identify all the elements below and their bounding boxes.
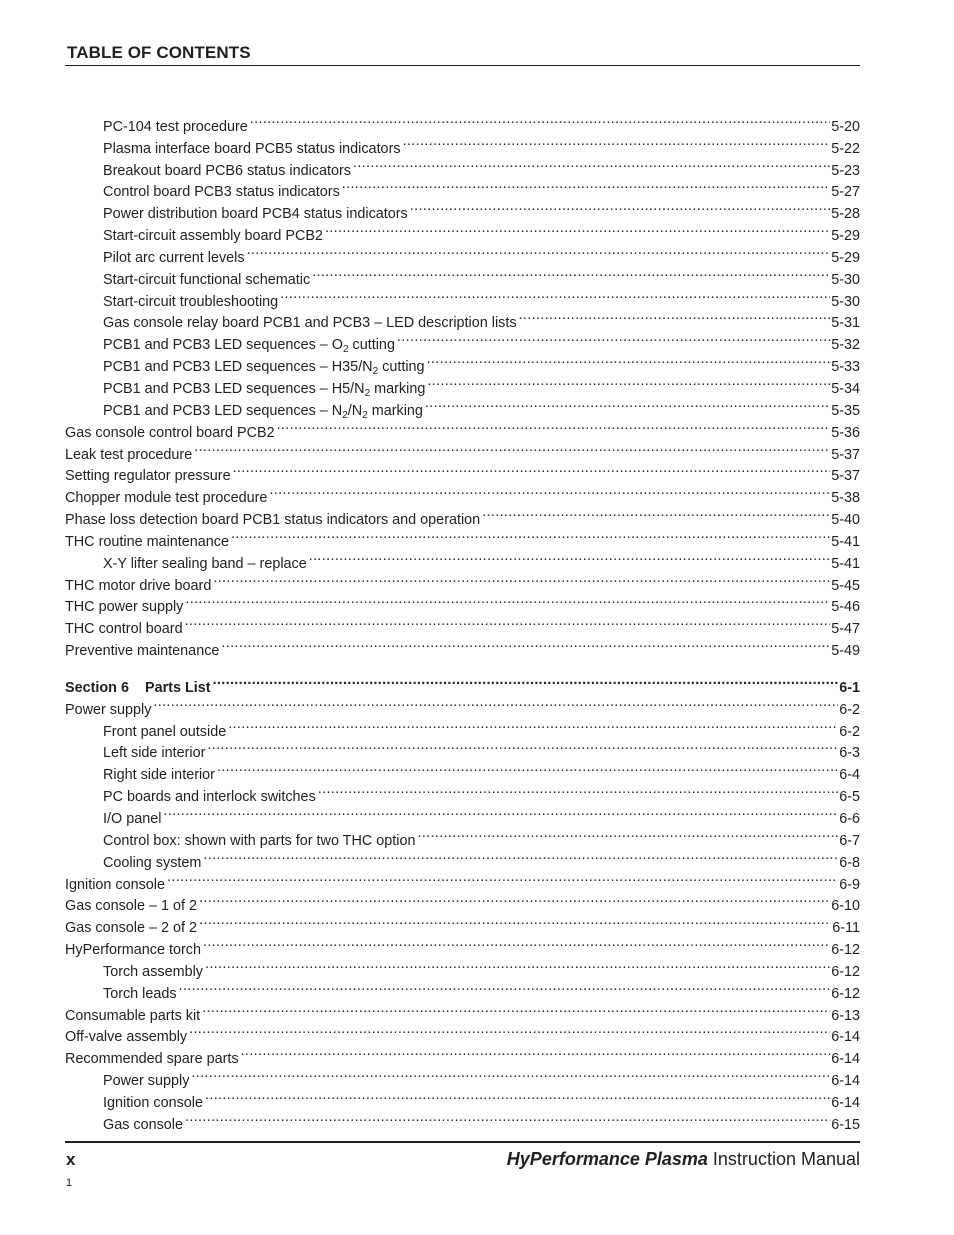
toc-entry-page: 5-38 xyxy=(831,490,860,507)
toc-dot-leader xyxy=(250,109,830,131)
toc-entry-label: Torch leads xyxy=(103,985,177,1002)
toc-dot-leader xyxy=(417,823,838,845)
toc-entry-page: 5-40 xyxy=(831,512,860,529)
toc-dot-leader xyxy=(482,502,830,524)
toc-entry-label: Ignition console xyxy=(65,876,166,893)
toc-entry-label: Gas console xyxy=(103,1116,183,1133)
toc-entry-label: PCB1 and PCB3 LED sequences – $H5/N_2$ marking xyxy=(103,380,426,399)
toc-entry-label: THC motor drive board xyxy=(65,577,212,594)
toc-entry[interactable] xyxy=(65,998,860,1024)
footer-page-number: x xyxy=(66,1150,76,1169)
toc-entry-page: 6-12 xyxy=(831,985,860,1002)
page-title: TABLE OF CONTENTS xyxy=(67,43,251,62)
toc-entry-label: Pilot arc current levels xyxy=(103,249,245,266)
toc-entry-label: Section 6 Parts List xyxy=(65,679,211,696)
toc-entry-page: 5-29 xyxy=(831,249,860,266)
toc-entry[interactable] xyxy=(65,1107,860,1133)
toc-entry-label: THC routine maintenance xyxy=(65,533,229,550)
toc-entry-page: 5-49 xyxy=(831,643,860,660)
toc-dot-leader xyxy=(199,889,830,911)
toc-dot-leader xyxy=(318,779,838,801)
toc-dot-leader xyxy=(277,415,831,437)
toc-dot-leader xyxy=(228,714,838,736)
toc-entry-page: 6-12 xyxy=(831,942,860,959)
toc-dot-leader xyxy=(353,153,830,175)
toc-entry-label: Cooling system xyxy=(103,854,202,871)
toc-dot-leader xyxy=(241,1041,831,1063)
toc-entry-page: 5-30 xyxy=(831,293,860,310)
footer-brand: HyPerformance Plasma xyxy=(506,1149,708,1169)
toc-entry-page: 6-15 xyxy=(831,1116,860,1133)
toc-entry-page: 6-2 xyxy=(839,701,860,718)
toc-entry-label: Start-circuit troubleshooting xyxy=(103,293,279,310)
toc-entry-label: Consumable parts kit xyxy=(65,1007,201,1024)
toc-dot-leader xyxy=(269,480,830,502)
toc-entry[interactable] xyxy=(65,692,860,718)
toc-dot-leader xyxy=(207,736,838,758)
toc-dot-leader xyxy=(217,757,838,779)
toc-dot-leader xyxy=(280,284,830,306)
toc-entry-label: THC power supply xyxy=(65,599,184,616)
toc-entry[interactable] xyxy=(65,611,860,638)
toc-dot-leader xyxy=(213,670,839,692)
toc-dot-leader xyxy=(205,954,830,976)
toc-dot-leader xyxy=(203,932,830,954)
toc-dot-leader xyxy=(427,371,830,393)
toc-entry-page: 5-37 xyxy=(831,468,860,485)
table-of-contents xyxy=(65,109,860,1133)
toc-entry[interactable] xyxy=(65,823,860,849)
toc-entry-label: Start-circuit functional schematic xyxy=(103,271,311,288)
toc-dot-leader xyxy=(191,1063,830,1085)
toc-entry[interactable] xyxy=(65,867,860,893)
toc-entry-label: Phase loss detection board PCB1 status indicators and operation xyxy=(65,512,481,529)
toc-entry-label: Breakout board PCB6 status indicators xyxy=(103,162,351,179)
toc-entry-label: Chopper module test procedure xyxy=(65,490,268,507)
toc-dot-leader xyxy=(325,218,830,240)
toc-dot-leader xyxy=(185,611,831,633)
toc-dot-leader xyxy=(403,131,831,153)
toc-dot-leader xyxy=(221,633,830,655)
toc-entry-label: Torch assembly xyxy=(103,963,203,980)
toc-entry-page: 5-34 xyxy=(831,380,860,397)
toc-entry-page: 5-45 xyxy=(831,577,860,594)
toc-dot-leader xyxy=(202,998,830,1020)
toc-entry-label: Right side interior xyxy=(103,767,215,784)
toc-entry-page: 5-28 xyxy=(831,206,860,223)
header-divider xyxy=(65,65,860,66)
toc-entry-label: Control box: shown with parts for two THC option xyxy=(103,832,416,849)
toc-dot-leader xyxy=(231,524,830,546)
toc-entry-label: Control board PCB3 status indicators xyxy=(103,184,340,201)
toc-dot-leader xyxy=(397,327,830,349)
toc-entry[interactable] xyxy=(65,801,860,827)
toc-entry[interactable] xyxy=(65,976,860,1002)
footer-manual-title xyxy=(507,1149,860,1170)
toc-entry-page: 6-12 xyxy=(831,963,860,980)
toc-entry-label: Gas console – 1 of 2 xyxy=(65,898,197,915)
toc-dot-leader xyxy=(312,262,830,284)
toc-dot-leader xyxy=(205,1085,830,1107)
toc-entry-page: 6-13 xyxy=(831,1007,860,1024)
toc-entry-page: 6-14 xyxy=(831,1029,860,1046)
toc-entry-page: 6-14 xyxy=(831,1051,860,1068)
toc-entry-page: 6-3 xyxy=(839,745,860,762)
toc-dot-leader xyxy=(309,546,830,568)
toc-dot-leader xyxy=(203,845,838,867)
toc-entry-label: PC-104 test procedure xyxy=(103,118,248,135)
toc-entry-page: 5-41 xyxy=(831,555,860,572)
toc-entry-page: 5-31 xyxy=(831,315,860,332)
toc-entry-label: Power distribution board PCB4 status indicators xyxy=(103,206,408,223)
toc-entry[interactable] xyxy=(65,714,860,740)
toc-entry-label: Ignition console xyxy=(103,1094,204,1111)
toc-entry-page: 6-11 xyxy=(832,920,860,937)
toc-entry-label: Gas console relay board PCB1 and PCB3 – LED description lists xyxy=(103,315,517,332)
toc-dot-leader xyxy=(342,175,830,197)
toc-entry-page: 6-5 xyxy=(839,789,860,806)
toc-dot-leader xyxy=(185,1107,830,1129)
toc-entry-label: Off-valve assembly xyxy=(65,1029,188,1046)
toc-dot-leader xyxy=(519,306,831,328)
toc-dot-leader xyxy=(189,1020,830,1042)
toc-entry-page: 6-1 xyxy=(839,679,860,696)
footer-revision: 1 xyxy=(66,1177,73,1189)
toc-entry-page: 5-20 xyxy=(831,118,860,135)
toc-dot-leader xyxy=(153,692,838,714)
toc-entry-page: 6-9 xyxy=(839,876,860,893)
toc-dot-leader xyxy=(213,568,830,590)
toc-entry-label: Left side interior xyxy=(103,745,206,762)
toc-dot-leader xyxy=(425,393,830,415)
toc-entry-page: 6-2 xyxy=(839,723,860,740)
toc-entry-label: Gas console control board PCB2 xyxy=(65,424,275,441)
toc-entry-page: 5-46 xyxy=(831,599,860,616)
footer-divider xyxy=(65,1141,860,1143)
toc-entry[interactable] xyxy=(65,633,860,660)
toc-dot-leader xyxy=(233,459,831,481)
toc-dot-leader xyxy=(167,867,838,889)
toc-entry-page: 5-27 xyxy=(831,184,860,201)
toc-dot-leader xyxy=(427,349,831,371)
toc-entry-label: PCB1 and PCB3 LED sequences – $N_2/N_2$ marking xyxy=(103,402,423,421)
toc-entry-page: 6-6 xyxy=(839,811,860,827)
toc-entry-page: 6-14 xyxy=(831,1073,860,1090)
toc-entry-page: 5-33 xyxy=(831,359,860,376)
toc-entry-page: 5-32 xyxy=(831,337,860,354)
toc-dot-leader xyxy=(185,590,830,612)
toc-entry-label: I/O panel xyxy=(103,811,162,827)
toc-dot-leader xyxy=(163,801,838,823)
toc-entry-label: PCB1 and PCB3 LED sequences – $H35/N_2$ cutting xyxy=(103,359,425,378)
toc-entry-page: 6-7 xyxy=(839,832,860,849)
toc-entry-label: X-Y lifter sealing band – replace xyxy=(103,555,307,572)
toc-dot-leader xyxy=(247,240,831,262)
toc-entry-label: PC boards and interlock switches xyxy=(103,789,316,806)
toc-entry-label: Front panel outside xyxy=(103,723,227,740)
toc-entry-page: 5-29 xyxy=(831,228,860,245)
toc-entry-label: THC control board xyxy=(65,621,183,638)
toc-entry-page: 6-10 xyxy=(831,898,860,915)
toc-dot-leader xyxy=(199,910,831,932)
toc-entry-page: 5-41 xyxy=(831,533,860,550)
toc-entry-label: Power supply xyxy=(103,1073,190,1090)
toc-entry-page: 5-47 xyxy=(831,621,860,638)
toc-section-heading[interactable] xyxy=(65,670,860,696)
toc-entry-page: 6-4 xyxy=(839,767,860,784)
footer-manual-label: Instruction Manual xyxy=(712,1149,860,1169)
toc-entry-label: HyPerformance torch xyxy=(65,942,201,959)
toc-entry-label: Setting regulator pressure xyxy=(65,468,231,485)
toc-dot-leader xyxy=(179,976,831,998)
toc-entry-label: Plasma interface board PCB5 status indicators xyxy=(103,140,401,157)
toc-entry-label: Gas console – 2 of 2 xyxy=(65,920,197,937)
toc-entry-page: 5-30 xyxy=(831,271,860,288)
toc-entry-page: 5-37 xyxy=(831,446,860,463)
toc-dot-leader xyxy=(194,437,830,459)
toc-entry-page: 5-22 xyxy=(831,140,860,157)
toc-entry-page: 6-14 xyxy=(831,1094,860,1111)
toc-entry-label: Power supply xyxy=(65,701,152,718)
toc-entry-page: 5-23 xyxy=(831,162,860,179)
toc-entry-page: 6-8 xyxy=(839,854,860,871)
toc-entry[interactable] xyxy=(65,889,860,915)
toc-entry-page: 5-36 xyxy=(831,424,860,441)
toc-entry-label: Preventive maintenance xyxy=(65,643,220,660)
toc-entry[interactable] xyxy=(65,109,860,135)
toc-entry-label: Leak test procedure xyxy=(65,446,193,463)
toc-dot-leader xyxy=(410,196,830,218)
toc-entry-label: PCB1 and PCB3 LED sequences – $O_2$ cutting xyxy=(103,337,395,356)
toc-entry-label: Start-circuit assembly board PCB2 xyxy=(103,228,323,245)
toc-entry-page: 5-35 xyxy=(831,402,860,419)
toc-entry-label: Recommended spare parts xyxy=(65,1051,239,1068)
